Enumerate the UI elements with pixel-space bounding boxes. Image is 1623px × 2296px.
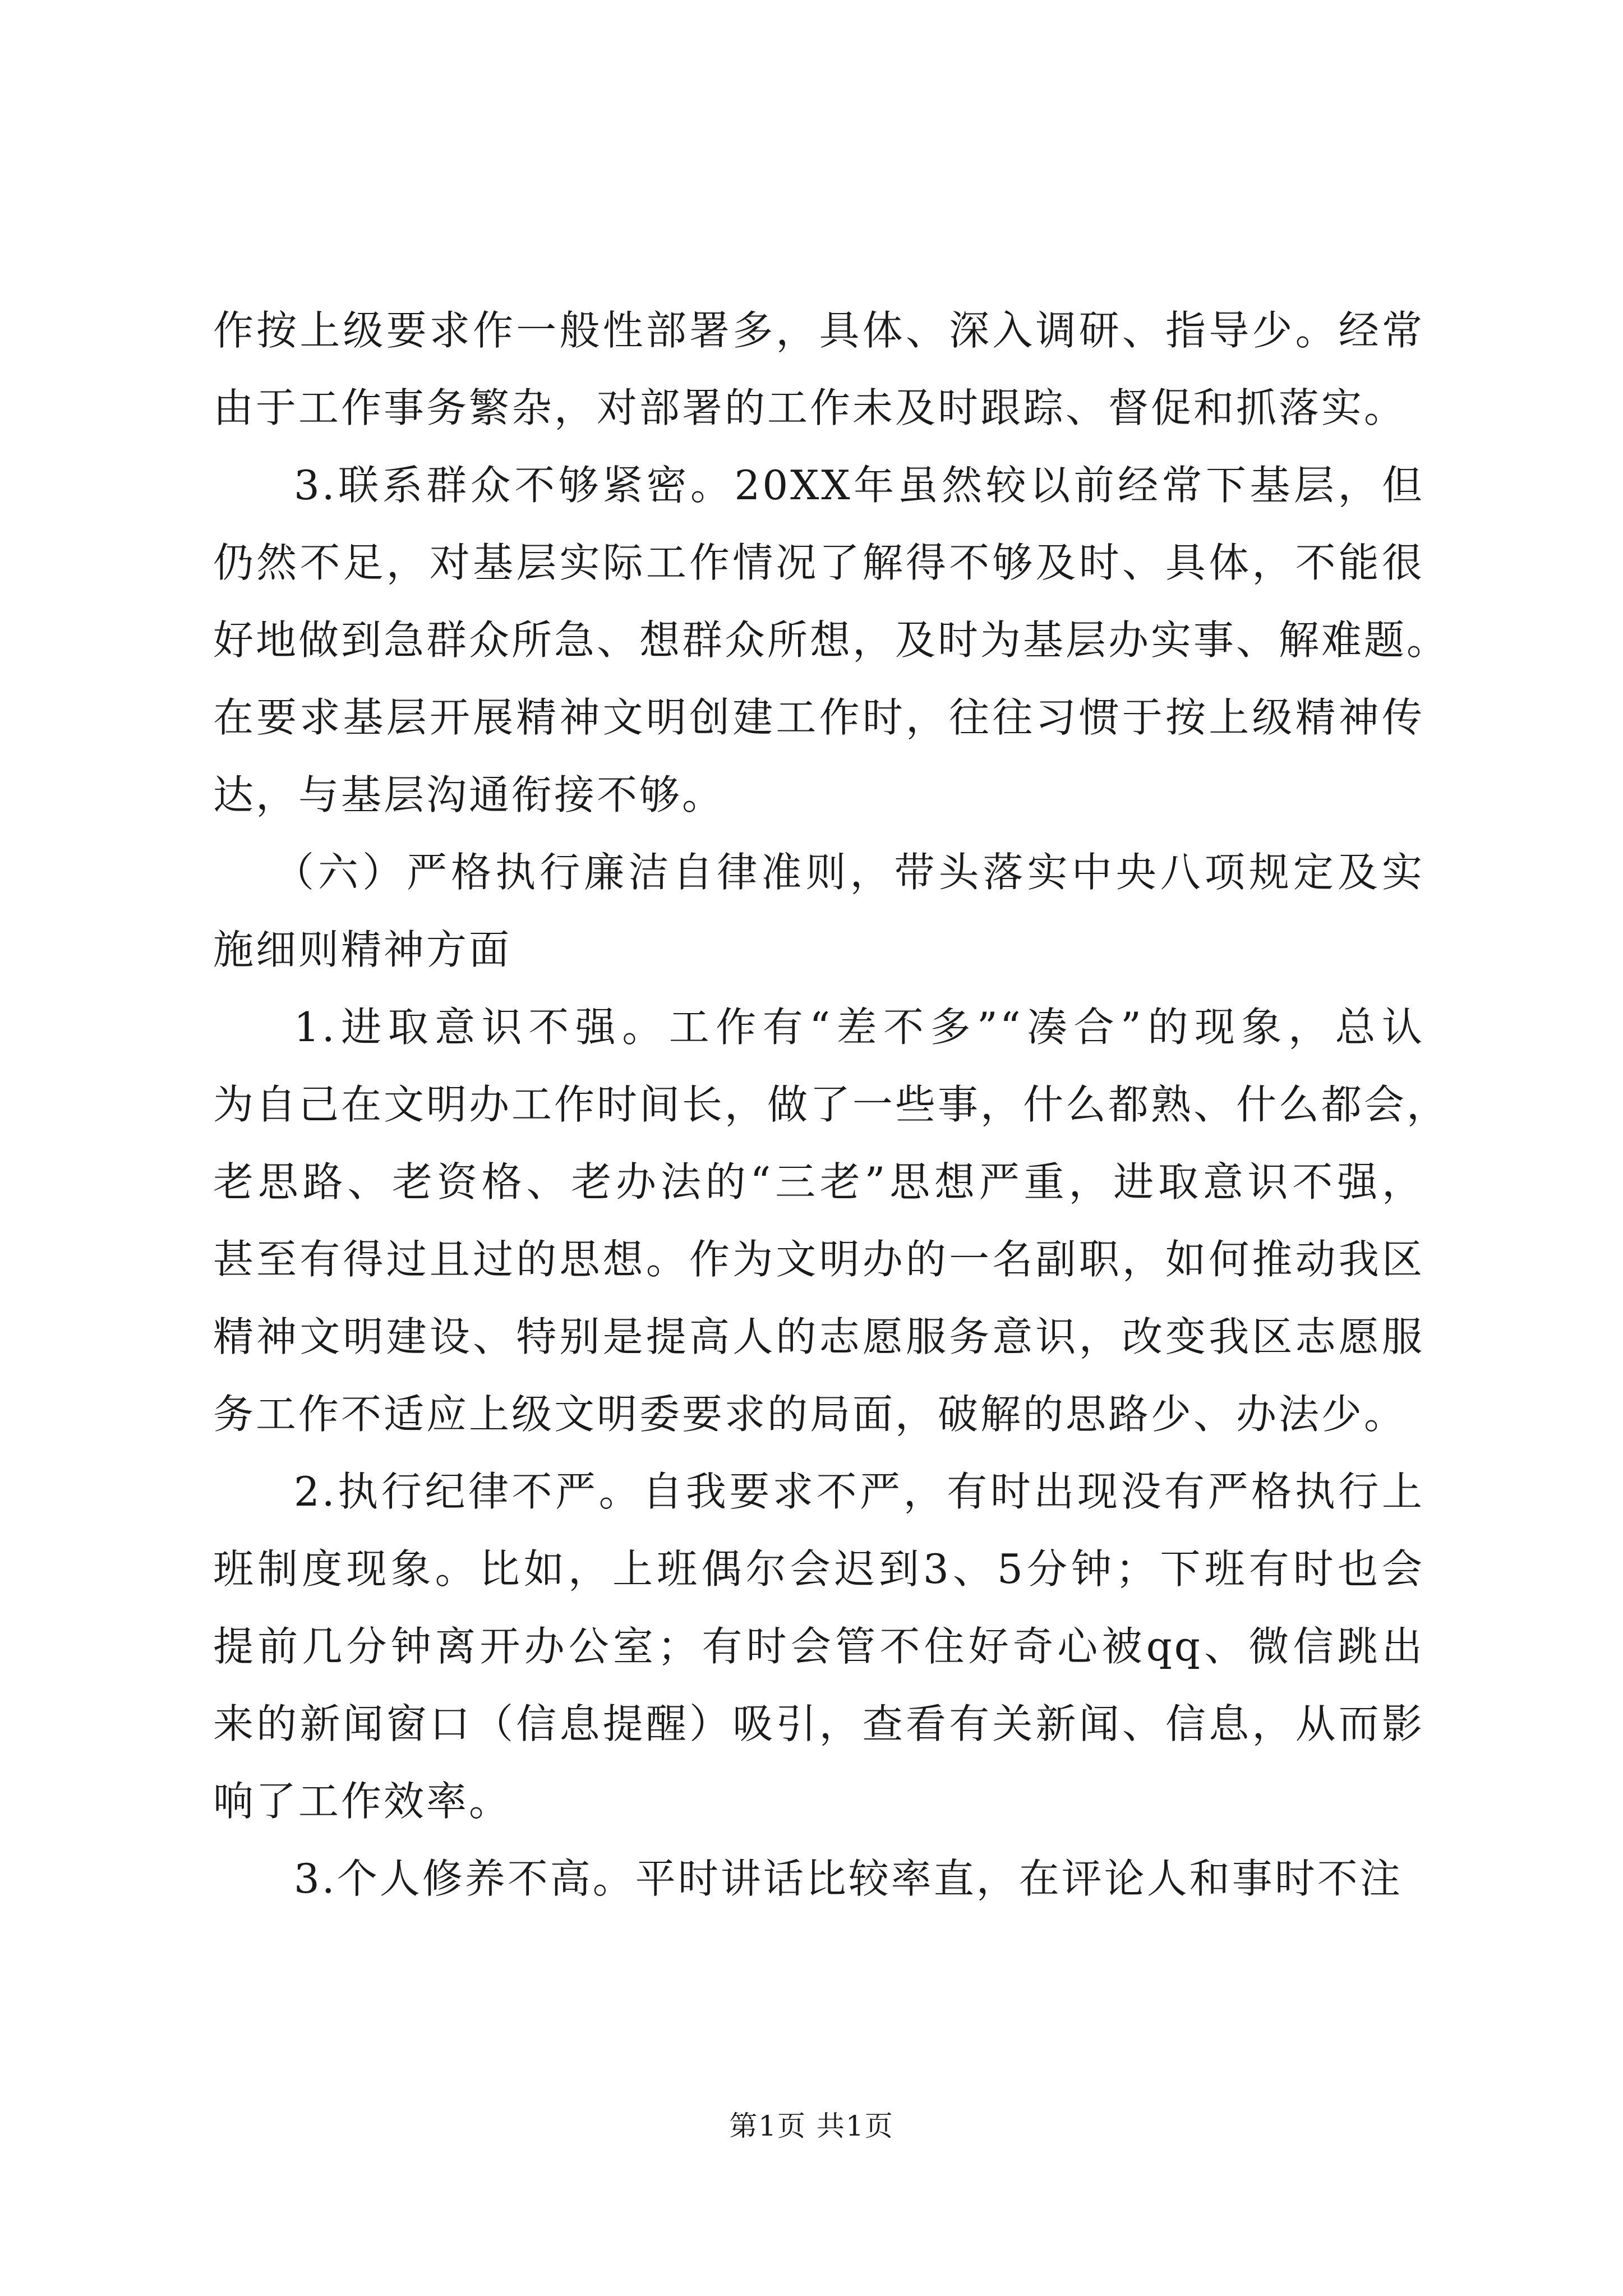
text-line: 3.联系群众不够紧密。20XX年虽然较以前经常下基层，但 <box>294 462 1424 509</box>
page-footer <box>0 2104 1623 2144</box>
text-line: 精神文明建设、特别是提高人的志愿服务意识，改变我区志愿服 <box>213 1313 1424 1360</box>
section-heading-line: 施细则精神方面 <box>213 926 512 973</box>
section-heading-line: （六）严格执行廉洁自律准则，带头落实中央八项规定及实 <box>274 849 1424 896</box>
text-line: 响了工作效率。 <box>213 1778 512 1825</box>
text-line: 由于工作事务繁杂，对部署的工作未及时跟踪、督促和抓落实。 <box>213 384 1407 431</box>
text-line: 务工作不适应上级文明委要求的局面，破解的思路少、办法少。 <box>213 1391 1407 1438</box>
text-line: 3.个人修养不高。平时讲话比较率直，在评论人和事时不注 <box>294 1855 1403 1902</box>
text-line: 提前几分钟离开办公室；有时会管不住好奇心被qq、微信跳出 <box>213 1623 1424 1670</box>
document-body <box>213 292 1450 1917</box>
text-line: 1.进取意识不强。工作有“差不多”“凑合”的现象，总认 <box>294 1004 1424 1051</box>
text-line: 在要求基层开展精神文明创建工作时，往往习惯于按上级精神传 <box>213 694 1424 741</box>
text-line: 达，与基层沟通衔接不够。 <box>213 771 725 818</box>
text-line: 来的新闻窗口（信息提醒）吸引，查看有关新闻、信息，从而影 <box>213 1700 1424 1747</box>
text-line: 仍然不足，对基层实际工作情况了解得不够及时、具体，不能很 <box>213 539 1424 586</box>
page-number-label: 第1页 共1页 <box>729 2110 894 2142</box>
text-line: 为自己在文明办工作时间长，做了一些事，什么都熟、什么都会， <box>213 1081 1450 1128</box>
text-line: 好地做到急群众所急、想群众所想，及时为基层办实事、解难题。 <box>213 616 1450 664</box>
text-line: 老思路、老资格、老办法的“三老”思想严重，进取意识不强， <box>213 1158 1424 1205</box>
text-line: 班制度现象。比如，上班偶尔会迟到3、5分钟；下班有时也会 <box>213 1545 1424 1593</box>
text-line: 作按上级要求作一般性部署多，具体、深入调研、指导少。经常 <box>213 307 1424 354</box>
text-line: 2.执行纪律不严。自我要求不严，有时出现没有严格执行上 <box>294 1468 1424 1515</box>
text-line: 甚至有得过且过的思想。作为文明办的一名副职，如何推动我区 <box>213 1236 1424 1283</box>
